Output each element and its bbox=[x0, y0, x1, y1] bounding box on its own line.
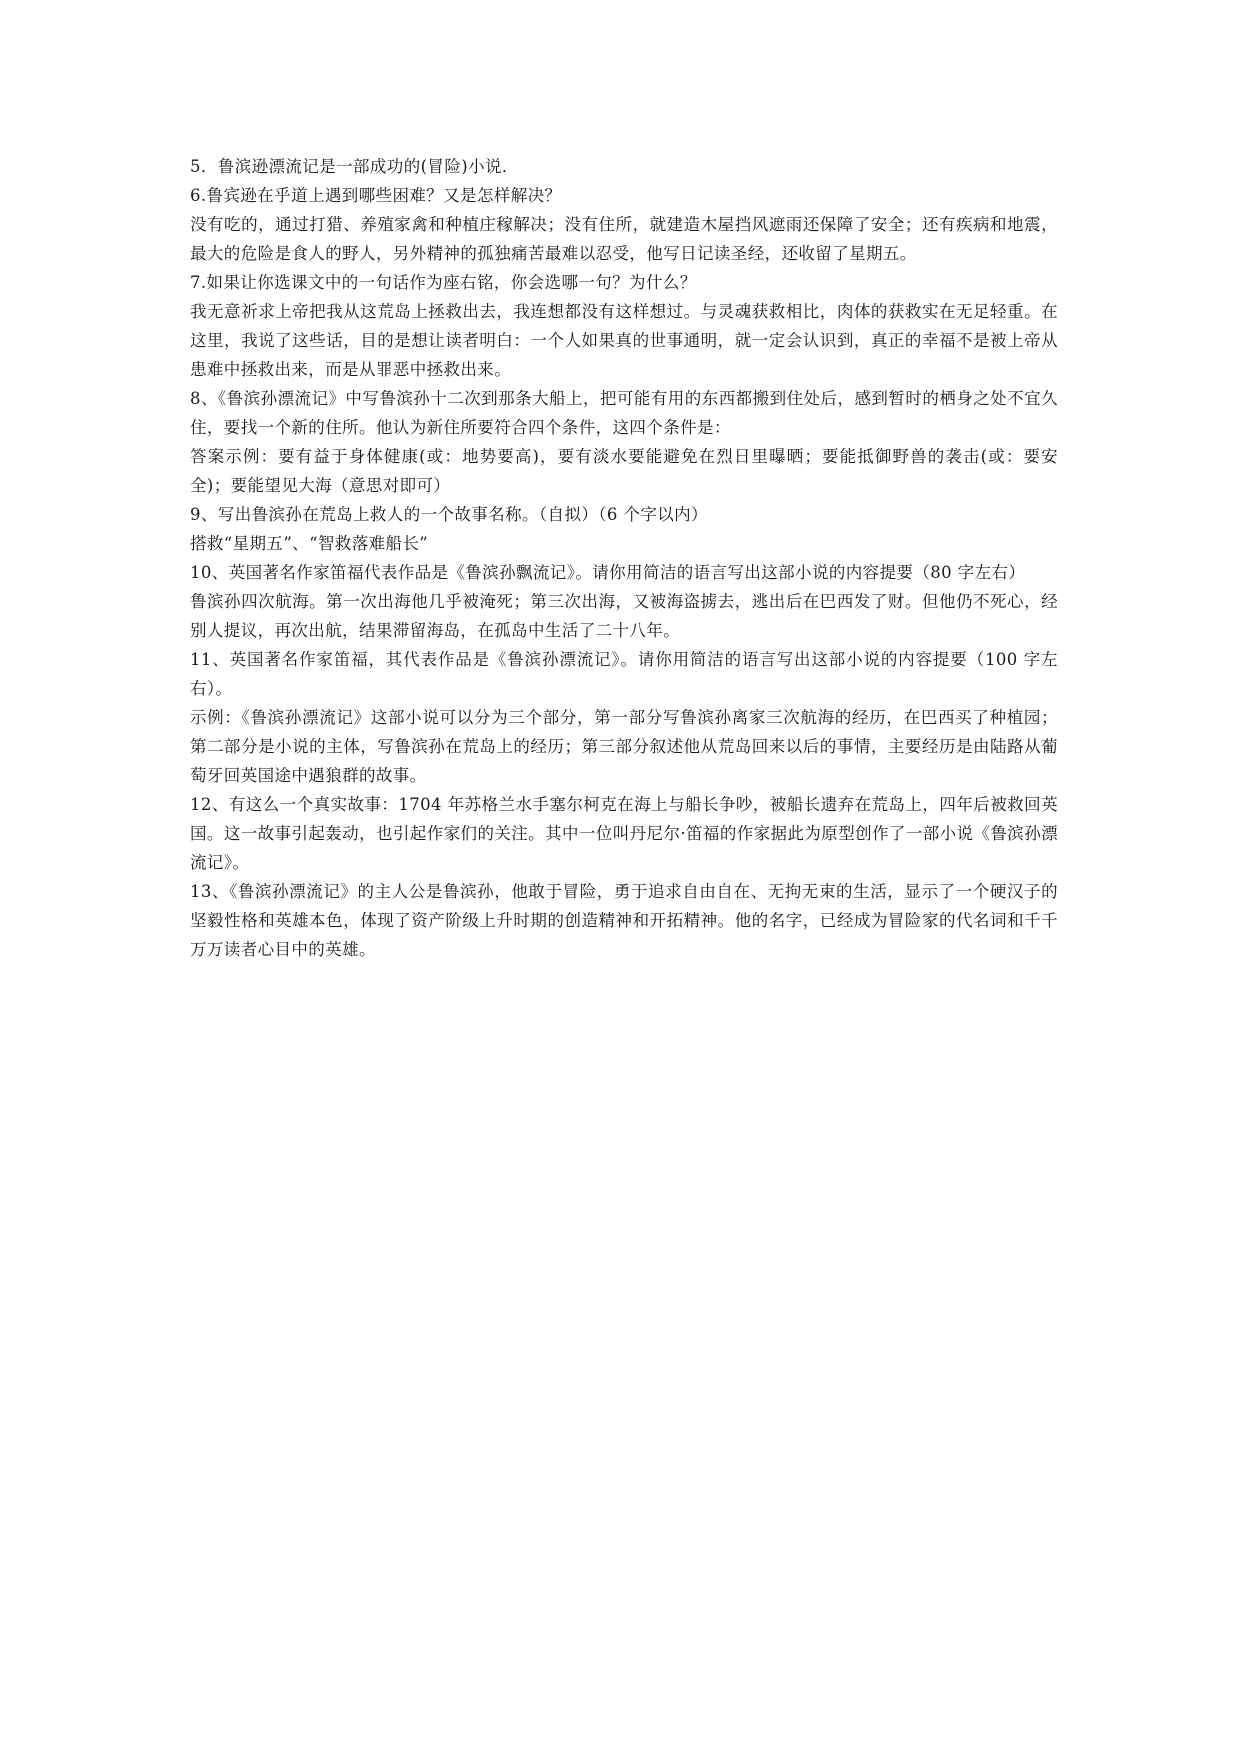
answer-9: 搭救“星期五”、“智救落难船长” bbox=[190, 534, 429, 553]
answer-11: 示例：《鲁滨孙漂流记》这部小说可以分为三个部分，第一部分写鲁滨孙离家三次航海的经历，在巴西买了种植园；第二部分是小说的主体，写鲁滨孙在荒岛上的经历；第三部分叙述他从荒岛回来以后的事情，主要经历是由陆路从葡萄牙回英国途中遇狼群的故事。 bbox=[190, 708, 1058, 785]
question-11: 11、英国著名作家笛福，其代表作品是《鲁滨孙漂流记》。请你用简洁的语言写出这部小说的内容提要（100 字左右）。 bbox=[190, 650, 1058, 698]
document-body bbox=[190, 152, 1058, 964]
answer-10: 鲁滨孙四次航海。第一次出海他几乎被淹死；第三次出海，又被海盗掳去，逃出后在巴西发了财。但他仍不死心，经别人提议，再次出航，结果滞留海岛，在孤岛中生活了二十八年。 bbox=[190, 592, 1058, 640]
item-13: 13、《鲁滨孙漂流记》的主人公是鲁滨孙，他敢于冒险，勇于追求自由自在、无拘无束的生活，显示了一个硬汉子的坚毅性格和英雄本色，体现了资产阶级上升时期的创造精神和开拓精神。他的名字，已经成为冒险家的代名词和千千万万读者心目中的英雄。 bbox=[190, 882, 1058, 959]
answer-7: 我无意祈求上帝把我从这荒岛上拯救出去，我连想都没有这样想过。与灵魂获救相比，肉体的获救实在无足轻重。在这里，我说了这些话，目的是想让读者明白：一个人如果真的世事通明，就一定会认识到，真正的幸福不是被上帝从患难中拯救出来，而是从罪恶中拯救出来。 bbox=[190, 302, 1058, 379]
answer-8: 答案示例：要有益于身体健康(或：地势要高)，要有淡水要能避免在烈日里曝晒；要能抵御野兽的袭击(或：要安全)；要能望见大海（意思对即可） bbox=[190, 447, 1058, 495]
question-7: 7.如果让你选课文中的一句话作为座右铭，你会选哪一句？为什么？ bbox=[190, 273, 697, 292]
question-6: 6.鲁宾逊在乎道上遇到哪些困难？又是怎样解决？ bbox=[190, 186, 562, 205]
question-10: 10、英国著名作家笛福代表作品是《鲁滨孙飘流记》。请你用简洁的语言写出这部小说的内容提要（80 字左右） bbox=[190, 563, 1026, 582]
answer-6: 没有吃的，通过打猎、养殖家禽和种植庄稼解决；没有住所，就建造木屋挡风遮雨还保障了安全；还有疾病和地震，最大的危险是食人的野人，另外精神的孤独痛苦最难以忍受，他写日记读圣经，还收留了星期五。 bbox=[190, 215, 1058, 263]
question-9: 9、写出鲁滨孙在荒岛上救人的一个故事名称。（自拟）（6 个字以内） bbox=[190, 505, 708, 524]
question-5: 5．鲁滨逊漂流记是一部成功的(冒险)小说． bbox=[190, 157, 519, 176]
question-8: 8、《鲁滨孙漂流记》中写鲁滨孙十二次到那条大船上，把可能有用的东西都搬到住处后，感到暂时的栖身之处不宜久住，要找一个新的住所。他认为新住所要符合四个条件，这四个条件是： bbox=[190, 389, 1058, 437]
item-12: 12、有这么一个真实故事：1704 年苏格兰水手塞尔柯克在海上与船长争吵，被船长遗弃在荒岛上，四年后被救回英国。这一故事引起轰动，也引起作家们的关注。其中一位叫丹尼尔·笛福的作家据此为原型创作了一部小说《鲁滨孙漂流记》。 bbox=[190, 795, 1058, 872]
